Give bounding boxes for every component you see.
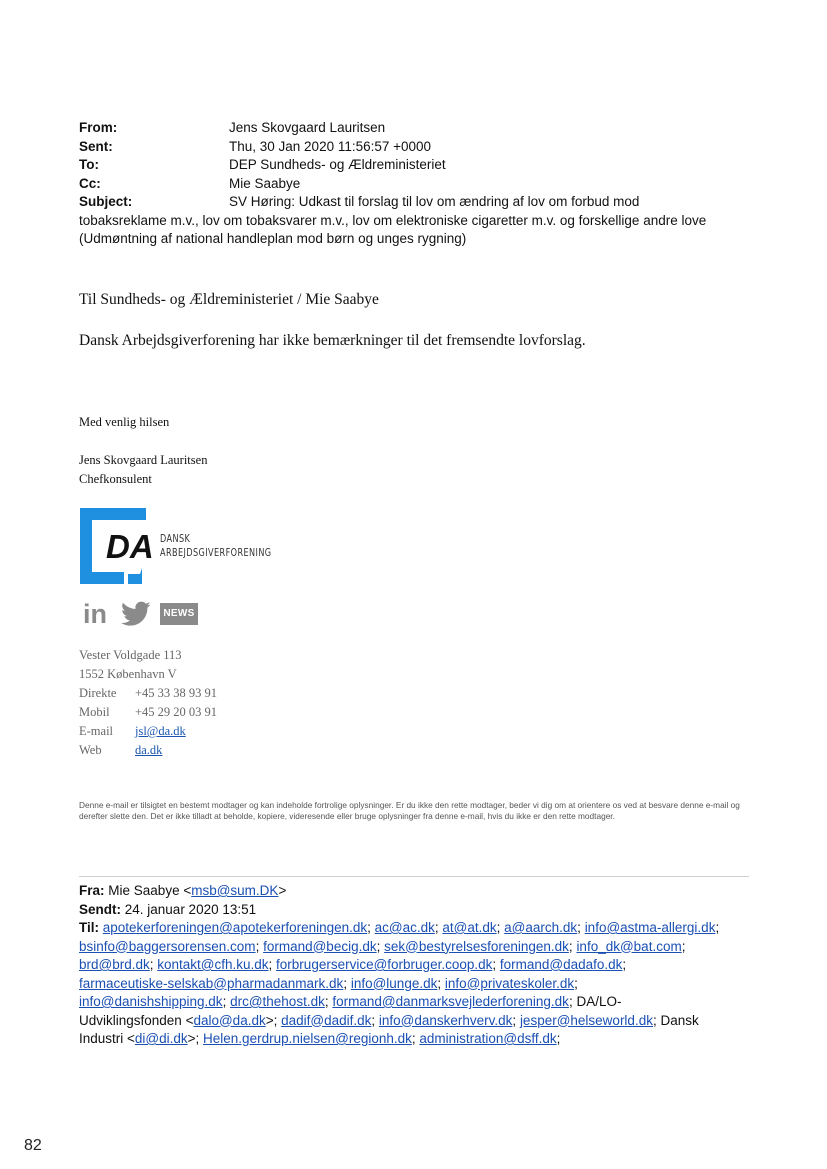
- da-logo: [80, 508, 290, 584]
- sent-value: Thu, 30 Jan 2020 11:56:57 +0000: [229, 138, 432, 154]
- cc-value: Mie Saabye: [229, 175, 301, 191]
- divider: [79, 876, 749, 877]
- from-label: From:: [79, 120, 118, 135]
- dalo-name: Udviklingsfonden <: [79, 1012, 194, 1028]
- direct-value: +45 33 38 93 91: [135, 686, 218, 700]
- mobile-value: +45 29 20 03 91: [135, 705, 218, 719]
- subject-line-2: tobaksreklame m.v., lov om tobaksvarer m.v., lov om elektroniske cigaretter m.v. og forskellige andre love: [79, 212, 707, 228]
- forwarded-header: [79, 882, 751, 1049]
- closing: Med venlig hilsen: [79, 415, 170, 429]
- email-label: E-mail: [79, 724, 114, 738]
- recipient-link[interactable]: at@at.dk: [442, 920, 497, 935]
- da-logo-line2: ARBEJDSGIVERFORENING: [160, 546, 272, 559]
- phone-direct-row: [79, 684, 217, 703]
- disclaimer: Denne e-mail er tilsigtet en bestemt modtager og kan indeholde fortrolige oplysninger. Er du ikke den rette modtager, beder vi dig om at orientere os ved at besvare denne e-mail og derefter slette den. Det er ikke tilladt at beholde, kopiere, videresende eller bruge oplysninger fra denne e-mail, hvis du ikke er den rette modtager.: [79, 800, 740, 821]
- to-value: DEP Sundheds- og Ældreministeriet: [229, 157, 446, 172]
- recipient-link[interactable]: formand@danmarksvejlederforening.dk: [332, 994, 569, 1009]
- fwd-from-close: >: [278, 883, 287, 898]
- recipient-link[interactable]: apotekerforeningen@apotekerforeningen.dk: [102, 920, 368, 935]
- da-logo-line1: DANSK: [160, 532, 191, 545]
- di-name: Industri <: [79, 1031, 135, 1046]
- cc-label: Cc:: [79, 175, 101, 191]
- recipient-link[interactable]: formand@dadafo.dk: [499, 957, 623, 972]
- address-line-1: Vester Voldgade 113: [79, 648, 182, 662]
- recipient-link[interactable]: info@lunge.dk: [350, 975, 438, 991]
- recipient-link[interactable]: dalo@da.dk: [193, 1012, 266, 1028]
- recipient-link[interactable]: sek@bestyrelsesforeningen.dk: [384, 938, 569, 954]
- fwd-sent-label: Sendt:: [79, 901, 121, 917]
- recipient-link[interactable]: info@astma-allergi.dk: [584, 920, 716, 935]
- dalo-prefix: DA/LO-: [576, 994, 622, 1009]
- fwd-to-label: Til:: [79, 920, 99, 935]
- recipient-link[interactable]: info@privateskoler.dk: [444, 975, 575, 991]
- signer-title: Chefkonsulent: [79, 472, 152, 486]
- email-row: [79, 722, 217, 741]
- phone-mobile-row: [79, 703, 217, 722]
- recipient-link[interactable]: a@aarch.dk: [504, 920, 578, 935]
- contact-block: [79, 646, 217, 760]
- recipient-link[interactable]: administration@dsff.dk: [419, 1031, 557, 1046]
- page-number: 82: [24, 1137, 42, 1154]
- linkedin-icon[interactable]: in: [83, 599, 107, 629]
- signer-name: Jens Skovgaard Lauritsen: [79, 453, 208, 467]
- sent-label: Sent:: [79, 138, 113, 154]
- web-label: Web: [79, 743, 102, 757]
- fwd-from-email[interactable]: msb@sum.DK: [191, 883, 279, 898]
- recipient-link[interactable]: jesper@helseworld.dk: [519, 1012, 653, 1028]
- da-logo-letters: DA: [106, 528, 154, 565]
- recipient-link[interactable]: dadif@dadif.dk: [281, 1012, 372, 1028]
- email-link[interactable]: jsl@da.dk: [135, 724, 186, 738]
- email-header: [79, 119, 759, 249]
- twitter-icon[interactable]: [121, 601, 151, 627]
- fwd-from-name: Mie Saabye <: [108, 883, 192, 898]
- recipient-link[interactable]: farmaceutiske-selskab@pharmadanmark.dk: [79, 975, 344, 991]
- web-row: [79, 741, 217, 760]
- fwd-from-label: Fra:: [79, 883, 105, 898]
- subject-line-1: SV Høring: Udkast til forslag til lov om ændring af lov om forbud mod: [229, 194, 640, 209]
- news-icon[interactable]: NEWS: [160, 603, 198, 625]
- mobile-label: Mobil: [79, 705, 110, 719]
- recipient-link[interactable]: brd@brd.dk: [79, 957, 150, 972]
- recipient-link[interactable]: info_dk@bat.com: [576, 938, 682, 954]
- recipient-link[interactable]: drc@thehost.dk: [230, 994, 325, 1009]
- fwd-to-list: Til: apotekerforeningen@apotekerforeningen.dk; ac@ac.dk; at@at.dk; a@aarch.dk; info@astma-allergi.dk; bsinfo@baggersorensen.com; formand@becig.dk; sek@bestyrelsesforeningen.dk; info_dk@bat.com; brd@brd.dk; kontakt@cfh.ku.dk; forbrugerservice@forbruger.coop.dk; formand@dadafo.dk; farmaceutiske-selskab@pharmadanmark.dk; info@lunge.dk; info@privateskoler.dk; info@danishshipping.dk; drc@thehost.dk; formand@danmarksvejlederforening.dk; DA/LO- Udviklingsfonden <dalo@da.dk>; dadif@dadif.dk; info@danskerhverv.dk; jesper@helseworld.dk; Dansk Industri <di@di.dk>; Helen.gerdrup.nielsen@regionh.dk; administration@dsff.dk;: [79, 920, 720, 1046]
- recipient-link[interactable]: Helen.gerdrup.nielsen@regionh.dk: [203, 1031, 412, 1046]
- subject-label: Subject:: [79, 194, 133, 209]
- recipient-link[interactable]: info@danskerhverv.dk: [378, 1012, 513, 1028]
- recipient-link[interactable]: bsinfo@baggersorensen.com: [79, 938, 256, 954]
- web-link[interactable]: da.dk: [135, 743, 163, 757]
- recipient-link[interactable]: info@danishshipping.dk: [79, 994, 223, 1009]
- address-line-2: 1552 København V: [79, 667, 177, 681]
- recipient-link[interactable]: kontakt@cfh.ku.dk: [157, 957, 269, 972]
- fwd-sent-row: [79, 901, 751, 920]
- from-value: Jens Skovgaard Lauritsen: [229, 120, 386, 135]
- subject-line-3: (Udmøntning af national handleplan mod børn og unges rygning): [79, 231, 467, 246]
- to-label: To:: [79, 157, 99, 172]
- fwd-from-row: [79, 882, 751, 901]
- fwd-sent-value: 24. januar 2020 13:51: [124, 901, 257, 917]
- recipient-link[interactable]: di@di.dk: [134, 1031, 188, 1046]
- recipient-link[interactable]: forbrugerservice@forbruger.coop.dk: [276, 957, 493, 972]
- recipient-link[interactable]: formand@becig.dk: [263, 938, 377, 954]
- di-prefix: Dansk: [660, 1012, 699, 1028]
- greeting: Til Sundheds- og Ældreministeriet / Mie Saabye: [79, 291, 379, 308]
- message-text: Dansk Arbejdsgiverforening har ikke bemærkninger til det fremsendte lovforslag.: [79, 332, 586, 349]
- direct-label: Direkte: [79, 686, 117, 700]
- recipient-link[interactable]: ac@ac.dk: [374, 920, 435, 935]
